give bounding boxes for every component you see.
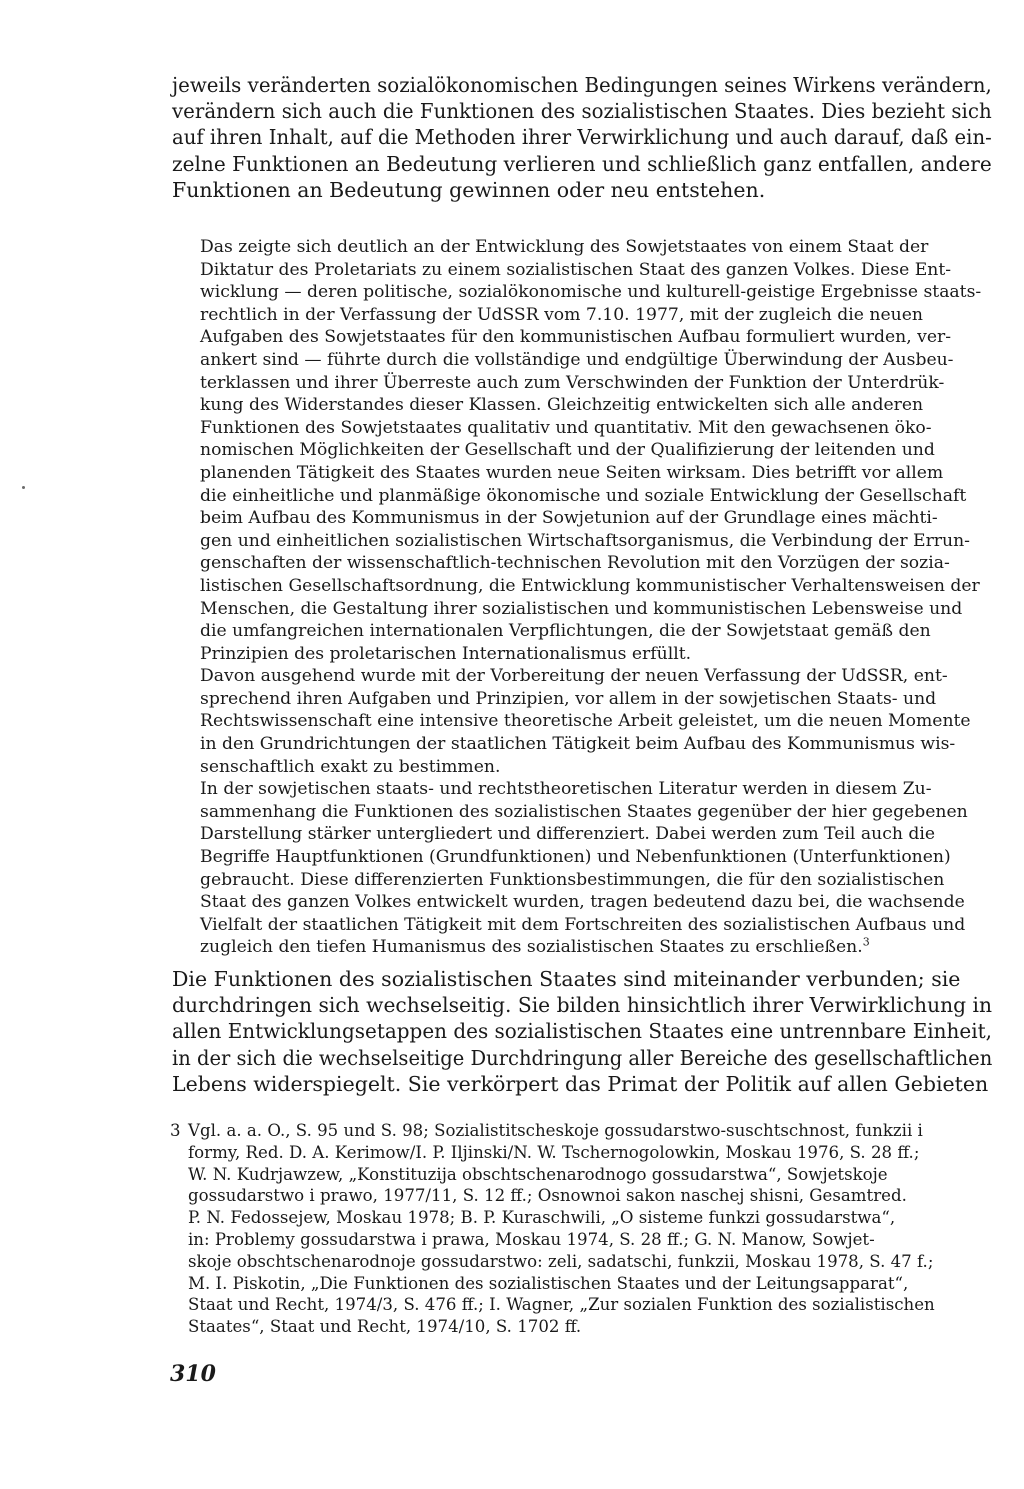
text-line: gebraucht. Diese differenzierten Funktionsbestimmungen, die für den sozialistischen [200,869,945,890]
text-line-content: zugleich den tiefen Humanismus des sozialistischen Staates zu erschließen. [200,937,863,958]
excursus-paragraph-3 [200,778,986,959]
text-line: Vgl. a. a. O., S. 95 und S. 98; Sozialistitscheskoje gossudarstwo-suschtschnost, funkzii i [188,1121,923,1140]
text-line: gossudarstwo i prawo, 1977/11, S. 12 ff.; Osnownoi sakon naschej shisni, Gesamtred. [188,1186,907,1206]
text-line: Prinzipien des proletarischen Internationalismus erfüllt. [200,643,692,664]
text-line: Staat des ganzen Volkes entwickelt wurden, tragen bedeutend dazu bei, die wachsende [200,892,965,913]
text-line: Funktionen an Bedeutung gewinnen oder neu entstehen. [172,177,766,202]
text-line-last [200,936,986,959]
text-line: terklassen und ihrer Überreste auch zum Verschwinden der Funktion der Unterdrük- [200,372,945,393]
text-line: M. I. Piskotin, „Die Funktionen des sozialistischen Staates und der Leitungsapparat“, [188,1273,909,1293]
text-line: die einheitliche und planmäßige ökonomische und soziale Entwicklung der Gesellschaft [200,485,967,506]
text-line: beim Aufbau des Kommunismus in der Sowjetunion auf der Grundlage eines mächti- [200,508,938,529]
text-line: wicklung — deren politische, sozialökonomische und kulturell-geistige Ergebnisse staats- [200,282,982,303]
text-line: W. N. Kudrjawzew, „Konstituzija obschtschenarodnogo gossudarstwa“, Sowjetskoje [188,1164,888,1184]
text-line: senschaftlich exakt zu bestimmen. [200,756,501,777]
paragraph-bottom [172,966,992,1097]
text-line: Vielfalt der staatlichen Tätigkeit mit dem Fortschreiten des sozialistischen Aufbaus und [200,914,966,935]
text-line: die umfangreichen internationalen Verpflichtungen, die der Sowjetstaat gemäß den [200,621,931,642]
page-number: 310 [170,1361,216,1387]
text-line: Rechtswissenschaft eine intensive theoretische Arbeit geleistet, um die neuen Momente [200,711,971,732]
text-line: P. N. Fedossejew, Moskau 1978; B. P. Kuraschwili, „O sisteme funkzi gossudarstwa“, [188,1208,896,1228]
footnote-reference[interactable]: 3 [862,935,870,949]
text-line: Die Funktionen des sozialistischen Staates sind miteinander verbunden; sie [172,967,961,991]
text-line: Lebens widerspiegelt. Sie verkörpert das Primat der Politik auf allen Gebieten [172,1071,989,1096]
text-line: Das zeigte sich deutlich an der Entwicklung des Sowjetstaates von einem Staat der [200,237,929,257]
text-line: nomischen Möglichkeiten der Gesellschaft und der Qualifizierung der leitenden und [200,440,935,461]
text-line: verändern sich auch die Funktionen des sozialistischen Staates. Dies bezieht sich [172,99,992,124]
text-line: in: Problemy gossudarstwa i prawa, Moskau 1974, S. 28 ff.; G. N. Manow, Sowjet- [188,1229,875,1249]
text-line: zelne Funktionen an Bedeutung verlieren und schließlich ganz entfallen, andere [172,151,992,176]
text-line: Darstellung stärker untergliedert und differenziert. Dabei werden zum Teil auch die [200,824,936,845]
excursus-paragraph-2 [200,665,986,778]
text-line: In der sowjetischen staats- und rechtstheoretischen Literatur werden in diesem Zu- [200,779,932,800]
text-line: gen und einheitlichen sozialistischen Wirtschaftsorganismus, die Verbindung der Errun- [200,530,970,551]
text-line: Aufgaben des Sowjetstaates für den kommunistischen Aufbau formuliert wurden, ver- [200,327,952,348]
text-line: Staat und Recht, 1974/3, S. 476 ff.; I. Wagner, „Zur sozialen Funktion des sozialistischen [188,1295,935,1315]
text-line: Diktatur des Proletariats zu einem sozialistischen Staat des ganzen Volkes. Diese Ent- [200,259,952,280]
text-line: rechtlich in der Verfassung der UdSSR vom 7.10. 1977, mit der zugleich die neuen [200,304,923,325]
text-line: Staates“, Staat und Recht, 1974/10, S. 1702 ff. [188,1317,582,1337]
text-line: listischen Gesellschaftsordnung, die Entwicklung kommunistischer Verhaltensweisen der [200,575,980,596]
text-line: sammenhang die Funktionen des sozialistischen Staates gegenüber der hier gegebenen [200,801,968,822]
text-line: Funktionen des Sowjetstaates qualitativ und quantitativ. Mit den gewachsenen öko- [200,417,932,438]
text-line: Begriffe Hauptfunktionen (Grundfunktionen) und Nebenfunktionen (Unterfunktionen) [200,847,951,868]
text-line: auf ihren Inhalt, auf die Methoden ihrer Verwirklichung und auch darauf, daß ein- [172,125,992,150]
text-line: Menschen, die Gestaltung ihrer sozialistischen und kommunistischen Lebensweise und [200,598,963,619]
footnote-number: 3 [170,1121,181,1140]
scan-speck [22,486,25,489]
text-line: allen Entwicklungsetappen des sozialistischen Staates eine untrennbare Einheit, [172,1019,992,1044]
text-line: Davon ausgehend wurde mit der Vorbereitung der neuen Verfassung der UdSSR, ent- [200,666,948,687]
text-line: in den Grundrichtungen der staatlichen Tätigkeit beim Aufbau des Kommunismus wis- [200,734,956,755]
text-line: formy, Red. D. A. Kerimow/I. P. Iljinski/N. W. Tschernogolowkin, Moskau 1976, S. 28 ff.; [188,1142,920,1162]
text-line: ankert sind — führte durch die vollständige und endgültige Überwindung der Ausbeu- [200,349,954,370]
excursus-paragraph-1 [200,236,986,665]
text-line: genschaften der wissenschaftlich-technischen Revolution mit den Vorzügen der sozia- [200,553,950,574]
text-line: jeweils veränderten sozialökonomischen Bedingungen seines Wirkens verändern, [172,73,992,97]
text-line: kung des Widerstandes dieser Klassen. Gleichzeitig entwickelten sich alle anderen [200,395,924,416]
text-line: in der sich die wechselseitige Durchdringung aller Bereiche des gesellschaftlichen [172,1045,993,1070]
text-line: skoje obschtschenarodnoje gossudarstwo: zeli, sadatschi, funkzii, Moskau 1978, S. 47 f.; [188,1251,934,1271]
indented-excursus [200,236,986,959]
paragraph-top [172,72,992,203]
text-line: planenden Tätigkeit des Staates wurden neue Seiten wirksam. Dies betrifft vor allem [200,462,944,483]
text-line: durchdringen sich wechselseitig. Sie bilden hinsichtlich ihrer Verwirklichung in [172,993,993,1018]
text-line: sprechend ihren Aufgaben und Prinzipien, vor allem in der sowjetischen Staats- und [200,688,937,709]
footnote-body [188,1120,988,1338]
